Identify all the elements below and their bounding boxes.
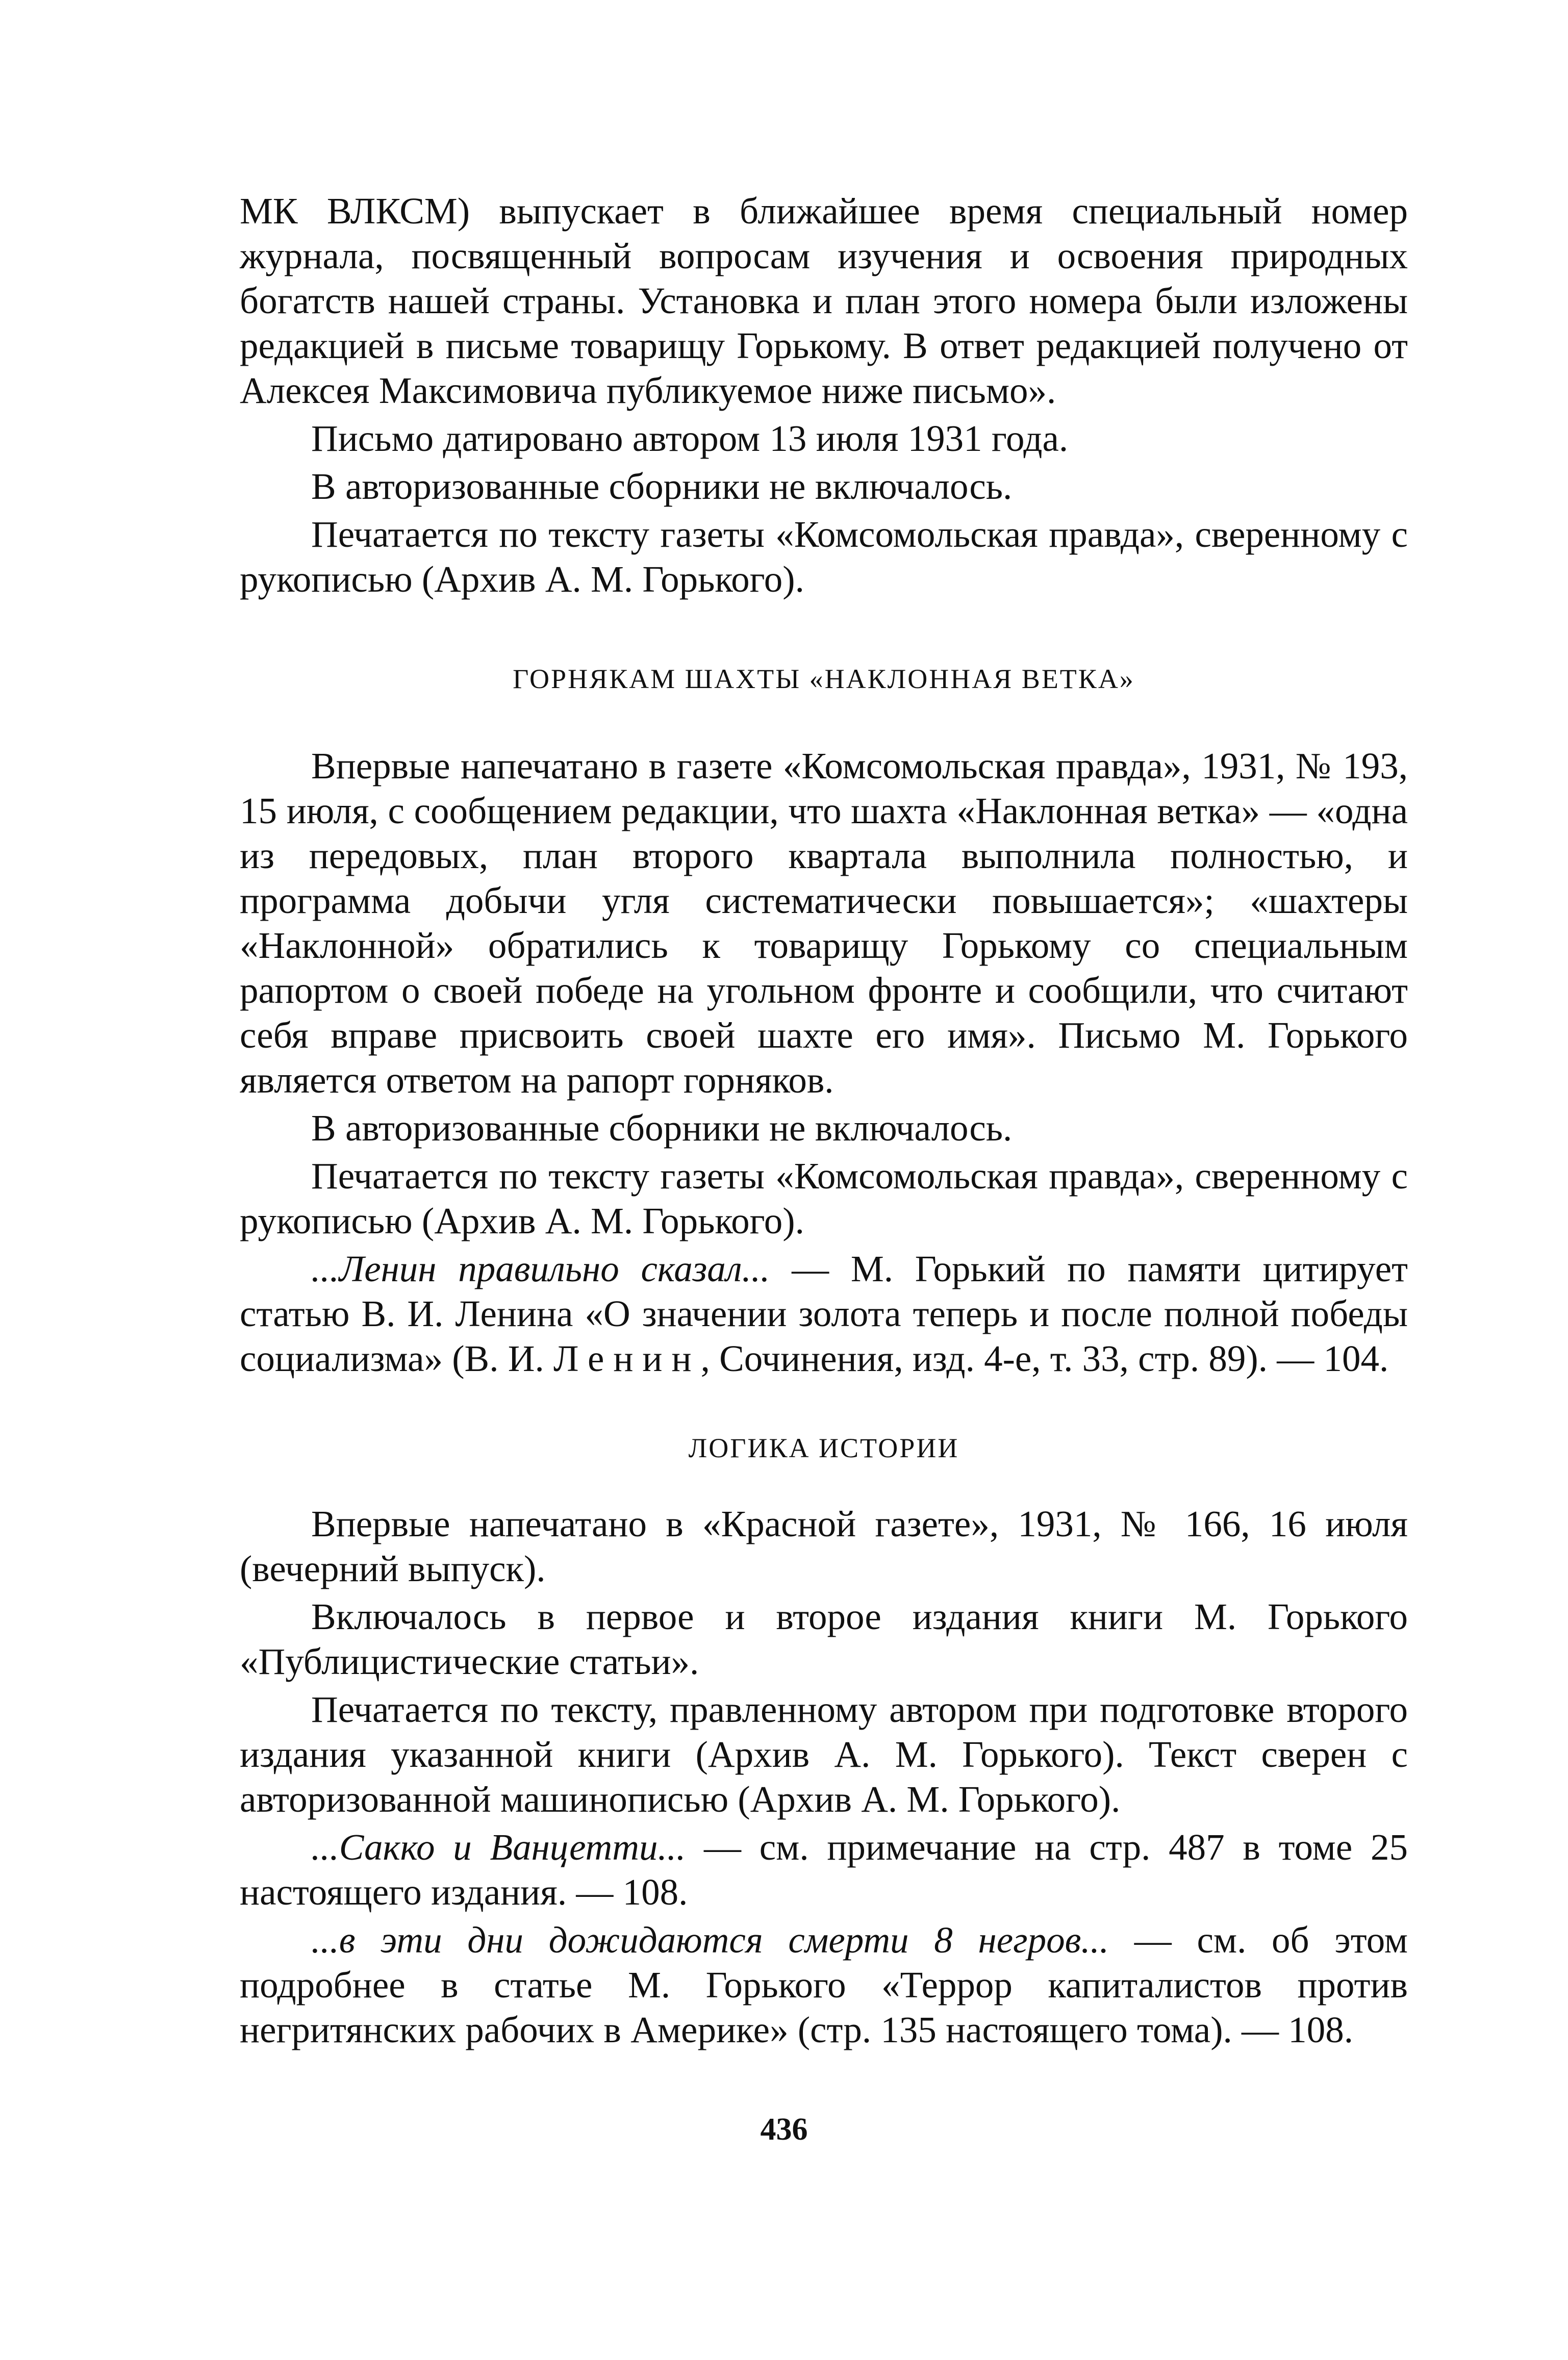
page-number: 436 — [760, 2112, 808, 2147]
note-quote: ...Сакко и Ванцетти... — [311, 1826, 686, 1868]
note-text: — см. примечание на стр. 487 в томе 25 настоящего издания. — 108. — [240, 1826, 1408, 1913]
note-text: — М. Горький по памяти цитирует статью В. И. Ленина «О значении золота теперь и после полной победы социализма» (В. И. — [240, 1248, 1408, 1379]
section-heading-gornyakam: ГОРНЯКАМ ШАХТЫ «НАКЛОННАЯ ВЕТКА» — [513, 664, 1135, 694]
section1-paragraph-2: В авторизованные сборники не включалось. — [311, 1107, 1013, 1149]
section2-paragraph-1: Впервые напечатано в «Красной газете», 1931, № 166, 16 июля (вечерний выпуск). — [240, 1503, 1408, 1589]
intro-paragraph-3: В авторизованные сборники не включалось. — [311, 466, 1013, 507]
note-quote: ...в эти дни дожидаются смерти 8 негров... — [311, 1919, 1109, 1961]
section2-note-2 — [240, 1918, 1408, 2052]
section2-paragraph-3: Печатается по тексту, правленному автором при подготовке второго издания указанной книги (Архив А. М. Горького). Текст сверен с авторизованной машинописью (Архив А. М. Горького). — [240, 1689, 1408, 1820]
note-author: Ленин — [553, 1338, 701, 1379]
section1-note-1 — [240, 1247, 1408, 1381]
intro-paragraph-4: Печатается по тексту газеты «Комсомольская правда», сверенному с рукописью (Архив А. М. Горького). — [240, 514, 1408, 600]
section2-paragraph-2: Включалось в первое и второе издания книги М. Горького «Публицистические статьи». — [240, 1596, 1408, 1682]
section-heading-logika-istorii: ЛОГИКА ИСТОРИИ — [688, 1433, 959, 1463]
section1-paragraph-1: Впервые напечатано в газете «Комсомольская правда», 1931, № 193, 15 июля, с сообщением редакции, что шахта «Наклонная ветка» — «одна из передовых, план второго квартала выполнила полностью, и программа добычи угля систематически повышается»; «шахтеры «Наклонной» обратились к товарищу Горькому со специальным рапортом о своей победе на угольном фронте и сообщили, что считают себя вправе присвоить своей шахте его имя». Письмо М. Горького является ответом на рапорт горняков. — [240, 745, 1408, 1101]
section1-paragraph-3: Печатается по тексту газеты «Комсомольская правда», сверенному с рукописью (Архив А. М. Горького). — [240, 1155, 1408, 1241]
note-quote: ...Ленин правильно сказал... — [311, 1248, 770, 1289]
intro-paragraph-1: МК ВЛКСМ) выпускает в ближайшее время специальный номер журнала, посвященный вопросам изучения и освоения природных богатств нашей страны. Установка и план этого номера были изложены редакцией в письме товарищу Горькому. В ответ редакцией получено от Алексея Максимовича публикуемое ниже письмо». — [240, 190, 1408, 411]
note-text: , Сочинения, изд. 4-е, т. 33, стр. 89). — 104. — [700, 1338, 1389, 1379]
note-text: — см. об этом подробнее в статье М. Горького «Террор капиталистов против негритянских рабочих в Америке» (стр. 135 настоящего тома). — 108. — [240, 1919, 1408, 2050]
page-body — [240, 189, 1408, 2056]
section2-note-1 — [240, 1825, 1408, 1915]
intro-paragraph-2: Письмо датировано автором 13 июля 1931 года. — [311, 418, 1069, 459]
